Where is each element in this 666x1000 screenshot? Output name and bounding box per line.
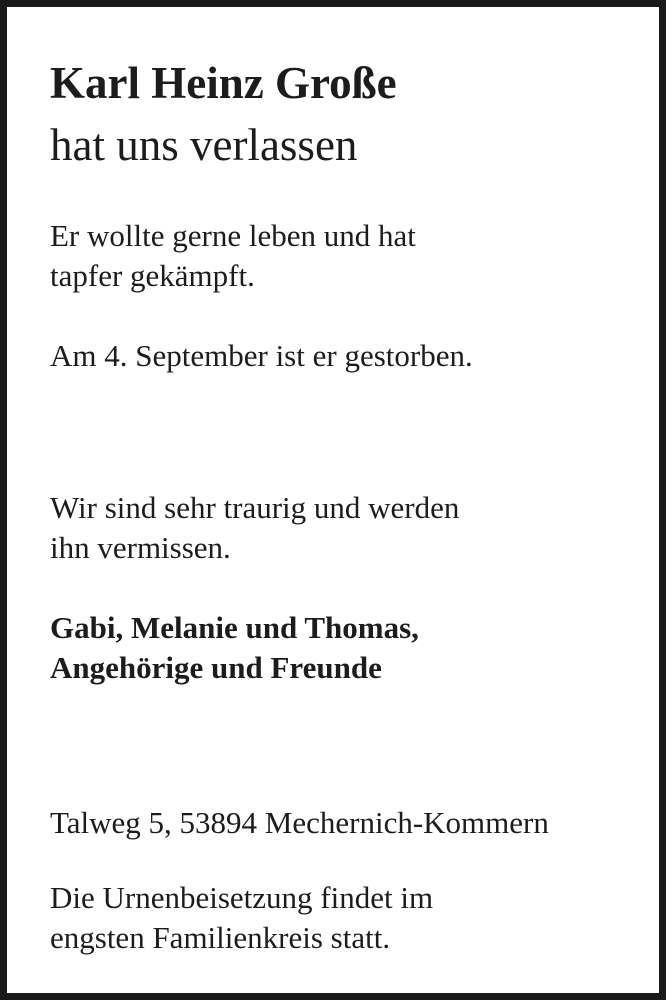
paragraph-line: Angehörige und Freunde [50, 650, 382, 685]
paragraph-line: Am 4. September ist er gestorben. [50, 338, 473, 373]
paragraph-fought [50, 216, 416, 296]
deceased-name: Karl Heinz Große [50, 58, 397, 108]
paragraph-date-of-death [50, 336, 473, 376]
paragraph-mourning [50, 488, 459, 568]
mourners-signature [50, 608, 419, 688]
burial-note [50, 878, 433, 958]
paragraph-line: Die Urnenbeisetzung findet im [50, 880, 434, 915]
paragraph-line: tapfer gekämpft. [50, 258, 255, 293]
paragraph-line: engsten Familienkreis statt. [50, 920, 391, 955]
paragraph-line: Gabi, Melanie und Thomas, [50, 610, 419, 645]
notice-subtitle: hat uns verlassen [50, 120, 358, 170]
paragraph-line: Er wollte gerne leben und hat [50, 218, 416, 253]
address [50, 803, 549, 843]
paragraph-line: Wir sind sehr traurig und werden [50, 490, 460, 525]
paragraph-line: ihn vermissen. [50, 530, 231, 565]
paragraph-line: Talweg 5, 53894 Mechernich-Kommern [50, 805, 549, 840]
